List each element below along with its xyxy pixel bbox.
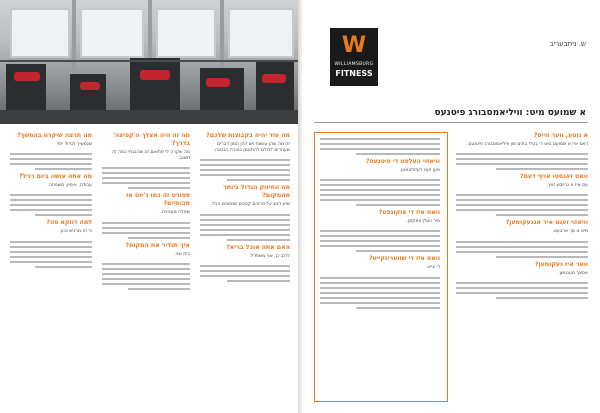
body-text-lines — [10, 153, 92, 170]
question: למה דווקא פה? — [46, 219, 92, 227]
answer: עבודה, אימון, משפחה. — [47, 183, 92, 189]
right-page-column-1 — [456, 132, 588, 302]
body-text-lines — [102, 167, 190, 189]
right-page-column-2 — [320, 138, 440, 312]
gym-machine — [256, 62, 294, 114]
red-pad — [14, 72, 40, 81]
left-page-column-1 — [200, 132, 290, 285]
body-text-lines — [200, 159, 290, 181]
question: וויאזוי זענט איר אנגעקומען? — [505, 219, 588, 227]
question: מה תרצה שיקרה בהמשך? — [17, 132, 92, 139]
question: וואס זאגסטו אויף דעם? — [520, 173, 588, 181]
window — [228, 8, 294, 58]
answer: דאס איז א שמועס מיט די בעלי בתים פון וויליאמסבורג פיטנעס. — [466, 142, 588, 147]
answer: לרוב כן, אני משתדל. — [249, 253, 290, 259]
window — [156, 8, 216, 58]
gym-machine — [70, 74, 106, 114]
left-page-column-3 — [10, 132, 92, 271]
question: ווער איז געקומען? — [534, 260, 588, 268]
gym-machine — [200, 68, 244, 114]
answer: כי זה מרגיש נכון. — [59, 229, 92, 235]
answer: שנמשיך לגדול יחד. — [55, 142, 92, 147]
floor — [0, 110, 300, 124]
gym-photo — [0, 0, 300, 124]
answer: בית שני. — [174, 251, 190, 257]
question: וואס איז די צוקונפט? — [378, 209, 440, 217]
question: מה אתה עושה ביום רגיל? — [18, 173, 92, 181]
red-pad — [140, 70, 170, 80]
question: מה עוד יהיה בקבוצות שלכם? — [206, 132, 290, 139]
logo-line-1: WILLIAMSBURG — [334, 62, 374, 67]
answer: זה מה שהן עושות ויש להן המון דברים שעוזרים לכולם להתאמן בצורה הנכונה. — [213, 142, 290, 154]
logo-line-2: FITNESS — [335, 69, 373, 78]
body-text-lines — [320, 138, 440, 155]
question: מה החיזוק הגדול ביותר מהמקום? — [223, 184, 290, 200]
body-text-lines — [456, 282, 588, 299]
article-headline: א שמועס מיט: וויליאמסבורג פיטנעס — [434, 108, 586, 118]
logo-letter: W — [341, 33, 367, 58]
window — [10, 8, 70, 58]
body-text-lines — [102, 263, 190, 290]
question: מה זה היה אצלך ה'קפיצה' בדרך? — [112, 132, 190, 147]
question: וואס איז די שוועריגקייט? — [368, 255, 440, 263]
body-text-lines — [320, 179, 440, 206]
left-page-column-2 — [102, 132, 190, 293]
body-text-lines — [320, 230, 440, 252]
red-pad — [206, 78, 230, 87]
answer: שיש דגש על פרטים קטנים שמשנים הכל. — [210, 202, 290, 208]
question: א גוטע, ווער ווייס? — [533, 132, 588, 139]
red-pad — [80, 82, 100, 90]
answer: מען זעט רעזולטאטן. — [399, 168, 440, 173]
answer: עס איז א גרויסע זאך. — [546, 183, 588, 189]
right-page — [302, 0, 600, 413]
answer: די צייט. — [425, 265, 440, 271]
gym-machine — [130, 58, 180, 114]
answer: שאלה מעניינת. — [160, 210, 190, 216]
answer: מה שקרה לי פתאום זה שהבנתי כמה זה חשוב. — [112, 150, 190, 162]
body-text-lines — [456, 241, 588, 258]
body-text-lines — [10, 241, 92, 268]
question: איך תגדיר את המקום? — [125, 241, 190, 249]
author-byline: ש. ניתבעריב — [549, 40, 586, 48]
question: וויאזוי העלפט די פיטנעס? — [365, 158, 440, 165]
body-text-lines — [456, 153, 588, 170]
window — [80, 8, 144, 58]
bar — [0, 60, 300, 62]
body-text-lines — [200, 265, 290, 282]
body-text-lines — [102, 222, 190, 239]
question: האם אתה אוכל בריא? — [226, 243, 290, 251]
answer: מיט א סך ארבעט. — [552, 229, 588, 235]
body-text-lines — [320, 277, 440, 309]
red-pad — [262, 74, 286, 83]
williamsburg-fitness-logo — [330, 28, 378, 86]
headline-rule — [314, 122, 588, 123]
body-text-lines — [456, 194, 588, 216]
question: ספורט זה כמו ג'ינס או מכנסיים? — [126, 192, 190, 208]
body-text-lines — [10, 194, 92, 216]
answer: מיר וועלן וואקסן. — [406, 219, 440, 225]
answer: אסאך מענטשן. — [558, 270, 588, 276]
body-text-lines — [200, 214, 290, 241]
